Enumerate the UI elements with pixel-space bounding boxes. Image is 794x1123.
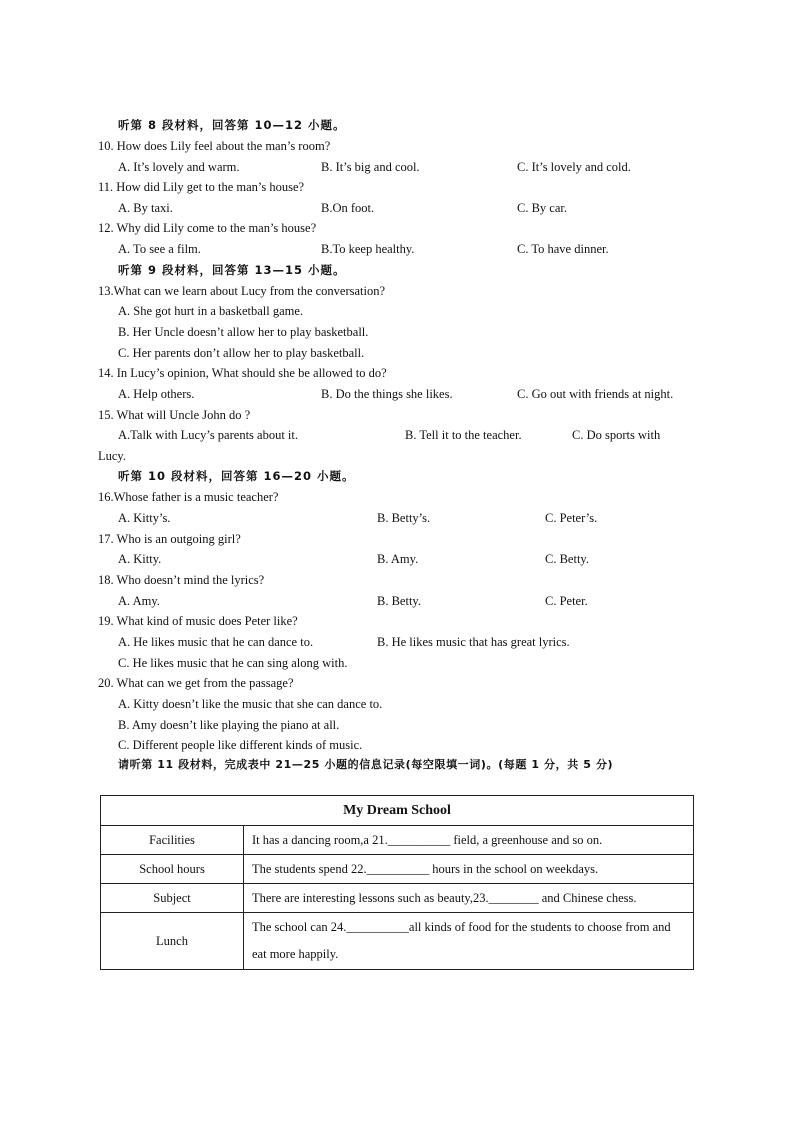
question-14-stem: 14. In Lucy’s opinion, What should she be allowed to do? [98, 366, 387, 380]
row-label-lunch: Lunch [101, 913, 244, 970]
table-title: My Dream School [101, 796, 694, 826]
q18-option-c: C. Peter. [545, 594, 588, 608]
q20-option-c: C. Different people like different kinds of music. [118, 738, 363, 752]
table-header-row [101, 796, 694, 826]
q18-option-b: B. Betty. [377, 594, 421, 608]
section-heading-11: 请听第 11 段材料，完成表中 21—25 小题的信息记录(每空限填一词)。(每题 1 分，共 5 分) [118, 758, 614, 771]
q14-option-a: A. Help others. [118, 387, 195, 401]
question-12-stem: 12. Why did Lily come to the man’s house? [98, 221, 317, 235]
q15-option-c: C. Do sports with [572, 428, 661, 442]
q20-option-a: A. Kitty doesn’t like the music that she can dance to. [118, 697, 383, 711]
section-heading-10: 听第 10 段材料，回答第 16—20 小题。 [118, 469, 355, 483]
row-label-school-hours: School hours [101, 855, 244, 884]
q12-option-c: C. To have dinner. [517, 242, 609, 256]
q15-option-c-continued: Lucy. [98, 449, 126, 463]
question-19-stem: 19. What kind of music does Peter like? [98, 614, 298, 628]
question-16-stem: 16.Whose father is a music teacher? [98, 490, 279, 504]
q11-option-c: C. By car. [517, 201, 567, 215]
q10-option-c: C. It’s lovely and cold. [517, 160, 631, 174]
q15-option-a: A.Talk with Lucy’s parents about it. [118, 428, 298, 442]
q12-option-a: A. To see a film. [118, 242, 201, 256]
q16-option-a: A. Kitty’s. [118, 511, 171, 525]
question-18-stem: 18. Who doesn’t mind the lyrics? [98, 573, 265, 587]
section-heading-9: 听第 9 段材料，回答第 13—15 小题。 [118, 263, 346, 277]
q14-option-b: B. Do the things she likes. [321, 387, 453, 401]
q10-option-b: B. It’s big and cool. [321, 160, 420, 174]
q17-option-b: B. Amy. [377, 552, 419, 566]
section-heading-8: 听第 8 段材料，回答第 10—12 小题。 [118, 118, 346, 132]
table-row [101, 826, 694, 855]
q13-option-b: B. Her Uncle doesn’t allow her to play basketball. [118, 325, 369, 339]
q14-option-c: C. Go out with friends at night. [517, 387, 674, 401]
question-10-stem: 10. How does Lily feel about the man’s room? [98, 139, 331, 153]
q19-option-a: A. He likes music that he can dance to. [118, 635, 314, 649]
question-20-stem: 20. What can we get from the passage? [98, 676, 294, 690]
q13-option-a: A. She got hurt in a basketball game. [118, 304, 304, 318]
table-row [101, 855, 694, 884]
q10-option-a: A. It’s lovely and warm. [118, 160, 240, 174]
q20-option-b: B. Amy doesn’t like playing the piano at all. [118, 718, 340, 732]
question-15-stem: 15. What will Uncle John do ? [98, 408, 251, 422]
q15-option-b: B. Tell it to the teacher. [405, 428, 522, 442]
q19-option-b: B. He likes music that has great lyrics. [377, 635, 570, 649]
row-value-lunch: The school can 24.__________all kinds of food for the students to choose from and eat more happily. [244, 913, 694, 970]
table-row [101, 884, 694, 913]
q13-option-c: C. Her parents don’t allow her to play basketball. [118, 346, 365, 360]
table-row [101, 913, 694, 970]
q17-option-c: C. Betty. [545, 552, 589, 566]
q18-option-a: A. Amy. [118, 594, 160, 608]
row-value-school-hours: The students spend 22.__________ hours in the school on weekdays. [244, 855, 694, 884]
q11-option-a: A. By taxi. [118, 201, 173, 215]
q17-option-a: A. Kitty. [118, 552, 162, 566]
question-17-stem: 17. Who is an outgoing girl? [98, 532, 241, 546]
q12-option-b: B.To keep healthy. [321, 242, 415, 256]
row-label-subject: Subject [101, 884, 244, 913]
q16-option-b: B. Betty’s. [377, 511, 431, 525]
question-11-stem: 11. How did Lily get to the man’s house? [98, 180, 305, 194]
question-13-stem: 13.What can we learn about Lucy from the conversation? [98, 284, 386, 298]
q19-option-c: C. He likes music that he can sing along with. [118, 656, 348, 670]
dream-school-table [100, 795, 694, 970]
row-value-facilities: It has a dancing room,a 21.__________ field, a greenhouse and so on. [244, 826, 694, 855]
row-label-facilities: Facilities [101, 826, 244, 855]
q11-option-b: B.On foot. [321, 201, 375, 215]
q16-option-c: C. Peter’s. [545, 511, 598, 525]
row-value-subject: There are interesting lessons such as beauty,23.________ and Chinese chess. [244, 884, 694, 913]
